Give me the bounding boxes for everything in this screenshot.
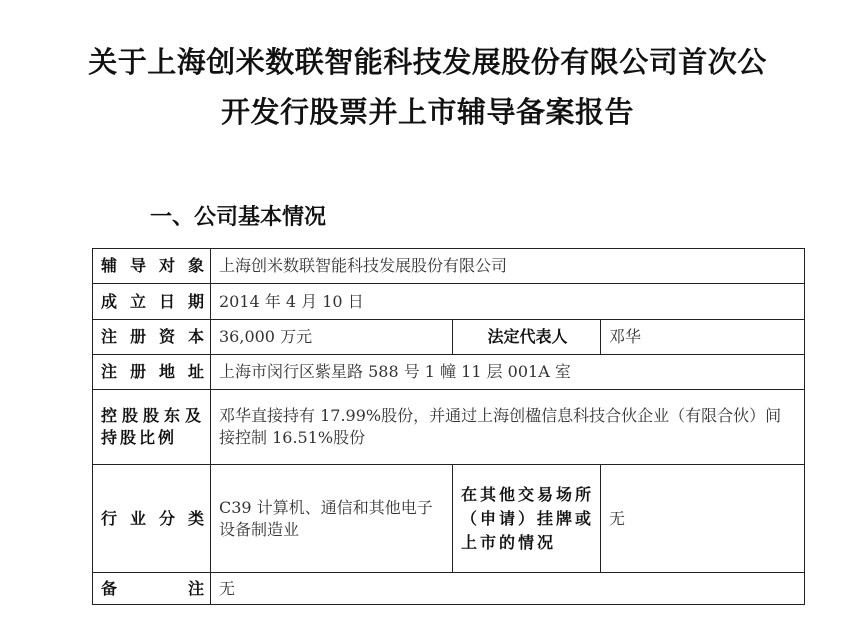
industry-value: C39 计算机、通信和其他电子设备制造业: [211, 465, 453, 573]
founded-label: 成立日期: [93, 284, 211, 320]
document-title-line-1: 关于上海创米数联智能科技发展股份有限公司首次公: [88, 45, 767, 79]
table-row: [93, 320, 805, 355]
legal-rep-value: 邓华: [601, 320, 805, 355]
table-row: [93, 465, 805, 573]
remarks-label: 备 注: [93, 573, 211, 605]
capital-value: 36,000 万元: [211, 320, 453, 355]
other-listing-value: 无: [601, 465, 805, 573]
table-row: [93, 249, 805, 284]
subject-label: 辅导对象: [93, 249, 211, 284]
remarks-value: 无: [211, 573, 805, 605]
table-row: [93, 573, 805, 605]
document-title-line-2: 开发行股票并上市辅导备案报告: [220, 95, 634, 129]
table-row: [93, 284, 805, 320]
subject-value: 上海创米数联智能科技发展股份有限公司: [211, 249, 805, 284]
section-heading: 一、公司基本情况: [150, 205, 327, 230]
controller-value: 邓华直接持有 17.99%股份，并通过上海创楹信息科技合伙企业（有限合伙）间接控制 16.51%股份: [211, 390, 805, 465]
founded-value: 2014 年 4 月 10 日: [211, 284, 805, 320]
legal-rep-label: 法定代表人: [453, 320, 601, 355]
table-row: [93, 390, 805, 465]
company-info-table: [92, 248, 805, 605]
capital-label: 注册资本: [93, 320, 211, 355]
controller-label: 控股股东及持股比例: [93, 390, 211, 465]
address-value: 上海市闵行区紫星路 588 号 1 幢 11 层 001A 室: [211, 355, 805, 390]
industry-label: 行业分类: [93, 465, 211, 573]
table-row: [93, 355, 805, 390]
other-listing-label: 在其他交易场所（申请）挂牌或上市的情况: [453, 465, 601, 573]
address-label: 注册地址: [93, 355, 211, 390]
